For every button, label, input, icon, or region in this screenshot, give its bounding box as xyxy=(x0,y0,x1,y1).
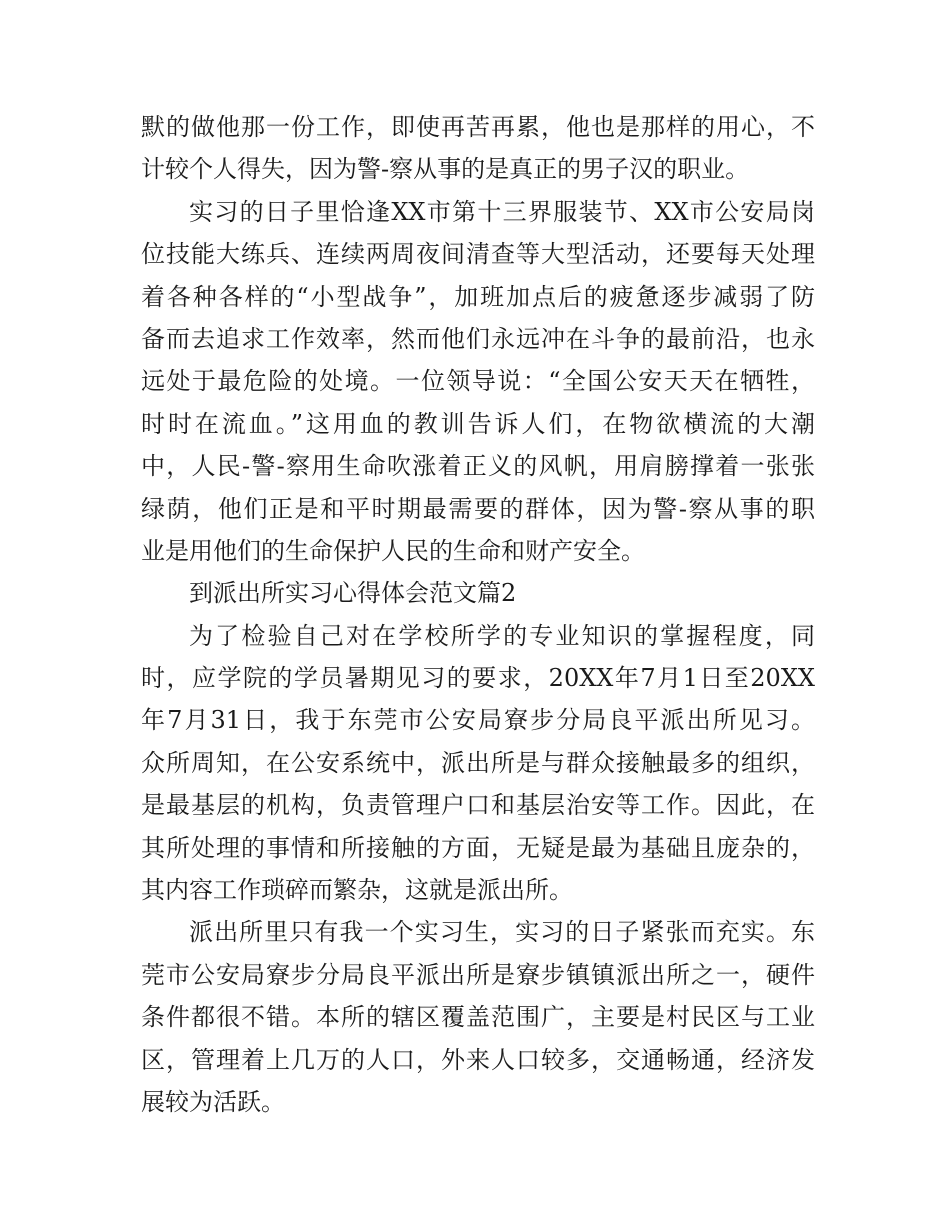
text-line: 是最基层的机构，负责管理户口和基层治安等工作。因此，在 xyxy=(141,791,815,820)
text-line: 派出所里只有我一个实习生，实习的日子紧张而充实。东 xyxy=(189,918,815,947)
text-line: 其内容工作琐碎而繁杂，这就是派出所。 xyxy=(141,876,573,905)
text-line: 中，人民-警-察用生命吹涨着正义的风帆，用肩膀撑着一张张 xyxy=(141,452,815,481)
text-line: 计较个人得失，因为警-察从事的是真正的男子汉的职业。 xyxy=(141,155,750,184)
text-line: 绿荫，他们正是和平时期最需要的群体，因为警-察从事的职 xyxy=(141,494,815,523)
text-line: 时时在流血。”这用血的教训告诉人们，在物欲横流的大潮 xyxy=(141,409,815,438)
paragraph xyxy=(141,911,815,1123)
paragraph xyxy=(141,615,815,912)
section-heading xyxy=(141,572,815,614)
text-line: 条件都很不错。本所的辖区覆盖范围广，主要是村民区与工业 xyxy=(141,1003,815,1032)
text-line: 默的做他那一份工作，即使再苦再累，他也是那样的用心，不 xyxy=(141,113,815,141)
text-line: 众所周知，在公安系统中，派出所是与群众接触最多的组织， xyxy=(141,748,815,777)
text-line: 为了检验自己对在学校所学的专业知识的掌握程度，同 xyxy=(189,621,815,650)
text-line: 实习的日子里恰逢XX市第十三界服装节、XX市公安局岗 xyxy=(189,197,815,226)
paragraph xyxy=(141,191,815,573)
text-line: 区，管理着上几万的人口，外来人口较多，交通畅通，经济发 xyxy=(141,1045,815,1074)
text-line: 年7月31日，我于东莞市公安局寮步分局良平派出所见习。 xyxy=(141,706,815,735)
text-line: 莞市公安局寮步分局良平派出所是寮步镇镇派出所之一，硬件 xyxy=(141,960,815,989)
text-line: 其所处理的事情和所接触的方面，无疑是最为基础且庞杂的， xyxy=(141,833,815,862)
text-line: 展较为活跃。 xyxy=(141,1087,285,1116)
text-line: 到派出所实习心得体会范文篇2 xyxy=(189,579,517,608)
text-line: 备而去追求工作效率，然而他们永远冲在斗争的最前沿，也永 xyxy=(141,324,815,353)
text-line: 时，应学院的学员暑期见习的要求，20XX年7月1日至20XX xyxy=(141,664,815,693)
text-line: 远处于最危险的处境。一位领导说：“全国公安天天在牺牲， xyxy=(141,367,815,396)
paragraph xyxy=(141,106,815,191)
text-line: 位技能大练兵、连续两周夜间清查等大型活动，还要每天处理 xyxy=(141,240,815,269)
document-body xyxy=(141,106,815,1123)
text-line: 业是用他们的生命保护人民的生命和财产安全。 xyxy=(141,536,645,565)
text-line: 着各种各样的“小型战争”，加班加点后的疲惫逐步减弱了防 xyxy=(141,282,815,311)
